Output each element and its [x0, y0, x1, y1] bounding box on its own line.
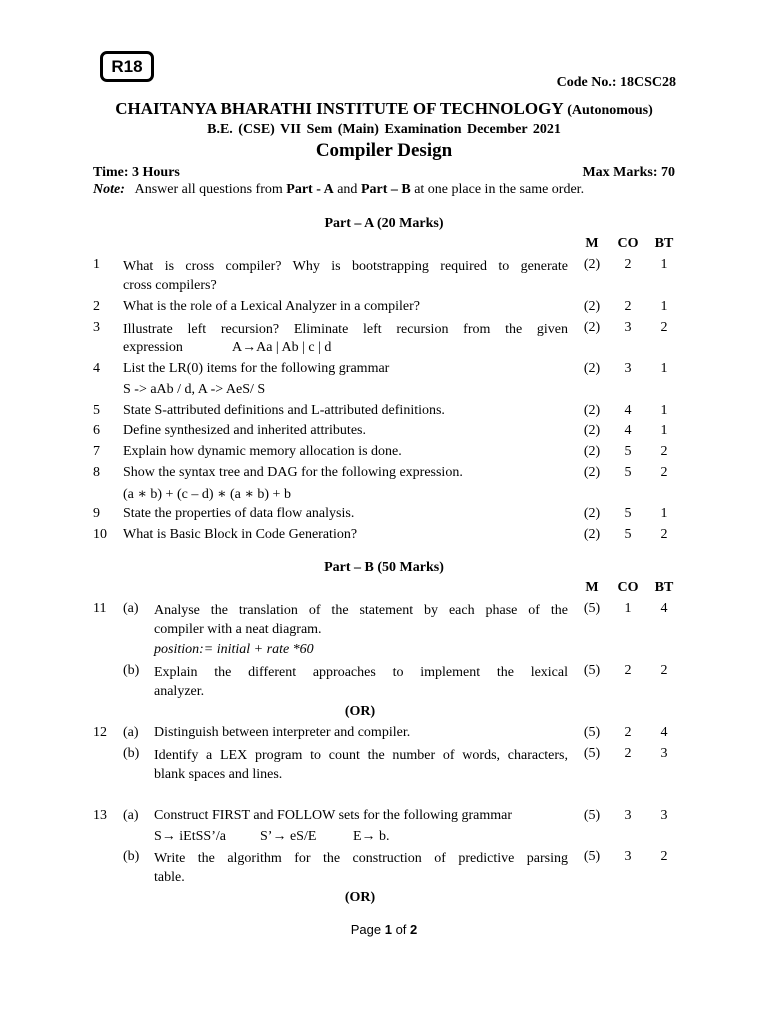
q8-expression: (a ∗ b) + (c – d) ∗ (a ∗ b) + b — [123, 487, 291, 502]
col-header-m-b: M — [585, 580, 599, 595]
q11a-marks: (5) — [583, 601, 601, 616]
q1-text-cont: cross compilers? — [123, 278, 217, 293]
q12-number: 12 — [93, 725, 107, 740]
page-label: Page — [350, 922, 385, 937]
q11b-marks: (5) — [583, 663, 601, 678]
q10-bt: 2 — [660, 527, 668, 542]
q11a-text: Analyse the translation of the statement by each phase of the — [154, 603, 568, 618]
page-total: 2 — [410, 922, 418, 937]
q7-number: 7 — [93, 444, 100, 459]
max-marks: Max Marks: 70 — [582, 165, 675, 180]
q5-co: 4 — [624, 403, 632, 418]
q4-number: 4 — [93, 361, 100, 376]
q11b-bt: 2 — [660, 663, 668, 678]
q5-bt: 1 — [660, 403, 668, 418]
q13a-bt: 3 — [660, 808, 668, 823]
q13a-grammar-2: S’→ eS/E — [260, 829, 317, 844]
q5-number: 5 — [93, 403, 100, 418]
q1-number: 1 — [93, 257, 100, 272]
q7-bt: 2 — [660, 444, 668, 459]
note-part-a: Part - A — [286, 182, 334, 197]
q6-text: Define synthesized and inherited attributes. — [123, 423, 366, 438]
q6-marks: (2) — [583, 423, 601, 438]
q4-marks: (2) — [583, 361, 601, 376]
q9-co: 5 — [624, 506, 632, 521]
q8-text: Show the syntax tree and DAG for the following expression. — [123, 465, 463, 480]
q13-number: 13 — [93, 808, 107, 823]
q3-text: Illustrate left recursion? Eliminate left recursion from the given — [123, 322, 568, 337]
institute-title: CHAITANYA BHARATHI INSTITUTE OF TECHNOLOGY — [115, 99, 563, 118]
q13b-text: Write the algorithm for the construction of predictive parsing — [154, 851, 568, 866]
q7-text: Explain how dynamic memory allocation is done. — [123, 444, 402, 459]
exam-title: B.E. (CSE) VII Sem (Main) Examination December 2021 — [207, 122, 561, 137]
page-number: 1 — [384, 922, 392, 937]
or-separator-2: (OR) — [344, 890, 376, 905]
note-line — [93, 182, 584, 198]
q6-number: 6 — [93, 423, 100, 438]
q10-co: 5 — [624, 527, 632, 542]
q11b-label: (b) — [123, 663, 140, 678]
q13b-text-cont: table. — [154, 870, 185, 885]
q2-text: What is the role of a Lexical Analyzer in a compiler? — [123, 299, 420, 314]
q12a-co: 2 — [624, 725, 632, 740]
part-b-title: Part – B (50 Marks) — [324, 560, 444, 575]
q11a-statement: position:= initial + rate *60 — [154, 642, 314, 657]
q13b-marks: (5) — [583, 849, 601, 864]
q3-marks: (2) — [583, 320, 601, 335]
q13a-marks: (5) — [583, 808, 601, 823]
q11b-text: Explain the different approaches to implement the lexical — [154, 665, 568, 680]
q4-bt: 1 — [660, 361, 668, 376]
q12b-text: Identify a LEX program to count the number of words, characters, — [154, 748, 568, 763]
q11b-co: 2 — [624, 663, 632, 678]
q6-co: 4 — [624, 423, 632, 438]
exam-time: Time: 3 Hours — [93, 165, 180, 180]
q3-co: 3 — [624, 320, 632, 335]
q12a-bt: 4 — [660, 725, 668, 740]
q1-co: 2 — [624, 257, 632, 272]
page-of: of — [391, 922, 411, 937]
q12b-text-cont: blank spaces and lines. — [154, 767, 283, 782]
q1-bt: 1 — [660, 257, 668, 272]
q10-number: 10 — [93, 527, 107, 542]
q13b-label: (b) — [123, 849, 140, 864]
q12b-marks: (5) — [583, 746, 601, 761]
q1-text: What is cross compiler? Why is bootstrapping required to generate — [123, 259, 568, 274]
q13a-text: Construct FIRST and FOLLOW sets for the following grammar — [154, 808, 512, 823]
code-number: Code No.: 18CSC28 — [556, 75, 676, 90]
q13a-co: 3 — [624, 808, 632, 823]
q13b-bt: 2 — [660, 849, 668, 864]
q12a-label: (a) — [123, 725, 139, 740]
q5-text: State S-attributed definitions and L-attributed definitions. — [123, 403, 445, 418]
q2-marks: (2) — [583, 299, 601, 314]
q13a-grammar-1: S→ iEtSS’/a — [154, 829, 226, 844]
q13b-co: 3 — [624, 849, 632, 864]
or-separator-1: (OR) — [344, 704, 376, 719]
q10-marks: (2) — [583, 527, 601, 542]
col-header-co-b: CO — [617, 580, 639, 595]
col-header-m: M — [585, 236, 599, 251]
q1-marks: (2) — [583, 257, 601, 272]
q8-bt: 2 — [660, 465, 668, 480]
q2-bt: 1 — [660, 299, 668, 314]
q5-marks: (2) — [583, 403, 601, 418]
q13a-label: (a) — [123, 808, 139, 823]
regulation-badge: R18 — [100, 51, 154, 82]
q9-number: 9 — [93, 506, 100, 521]
page-footer — [0, 922, 768, 937]
col-header-bt: BT — [654, 236, 674, 251]
q4-grammar: S -> aAb / d, A -> AeS/ S — [123, 382, 266, 397]
part-a-title: Part – A (20 Marks) — [324, 216, 444, 231]
q9-marks: (2) — [583, 506, 601, 521]
q3-expression: A→Aa | Ab | c | d — [232, 340, 332, 355]
q7-co: 5 — [624, 444, 632, 459]
note-text-2: at one place in the same order. — [410, 182, 585, 197]
q11b-text-cont: analyzer. — [154, 684, 205, 699]
q3-number: 3 — [93, 320, 100, 335]
q8-marks: (2) — [583, 465, 601, 480]
q4-text: List the LR(0) items for the following grammar — [123, 361, 390, 376]
q11a-text-cont: compiler with a neat diagram. — [154, 622, 322, 637]
institute-name — [0, 99, 768, 119]
note-part-b: Part – B — [360, 182, 411, 197]
q9-bt: 1 — [660, 506, 668, 521]
q8-co: 5 — [624, 465, 632, 480]
q10-text: What is Basic Block in Code Generation? — [123, 527, 358, 542]
q9-text: State the properties of data flow analysis. — [123, 506, 355, 521]
q4-co: 3 — [624, 361, 632, 376]
note-label: Note: — [93, 182, 125, 197]
q3-bt: 2 — [660, 320, 668, 335]
q6-bt: 1 — [660, 423, 668, 438]
q11a-label: (a) — [123, 601, 139, 616]
note-text-1: Answer all questions from — [134, 182, 287, 197]
q12a-marks: (5) — [583, 725, 601, 740]
q3-text-cont: expression — [123, 340, 183, 355]
q12a-text: Distinguish between interpreter and compiler. — [154, 725, 411, 740]
col-header-co: CO — [617, 236, 639, 251]
q11a-co: 1 — [624, 601, 632, 616]
q11a-bt: 4 — [660, 601, 668, 616]
q7-marks: (2) — [583, 444, 601, 459]
q12b-label: (b) — [123, 746, 140, 761]
q11-number: 11 — [93, 601, 107, 616]
autonomous-label: (Autonomous) — [567, 103, 653, 118]
q12b-co: 2 — [624, 746, 632, 761]
q2-number: 2 — [93, 299, 100, 314]
q8-number: 8 — [93, 465, 100, 480]
q12b-bt: 3 — [660, 746, 668, 761]
q13a-grammar-3: E→ b. — [353, 829, 390, 844]
q2-co: 2 — [624, 299, 632, 314]
col-header-bt-b: BT — [654, 580, 674, 595]
subject-title: Compiler Design — [315, 140, 453, 161]
note-and: and — [333, 182, 361, 197]
